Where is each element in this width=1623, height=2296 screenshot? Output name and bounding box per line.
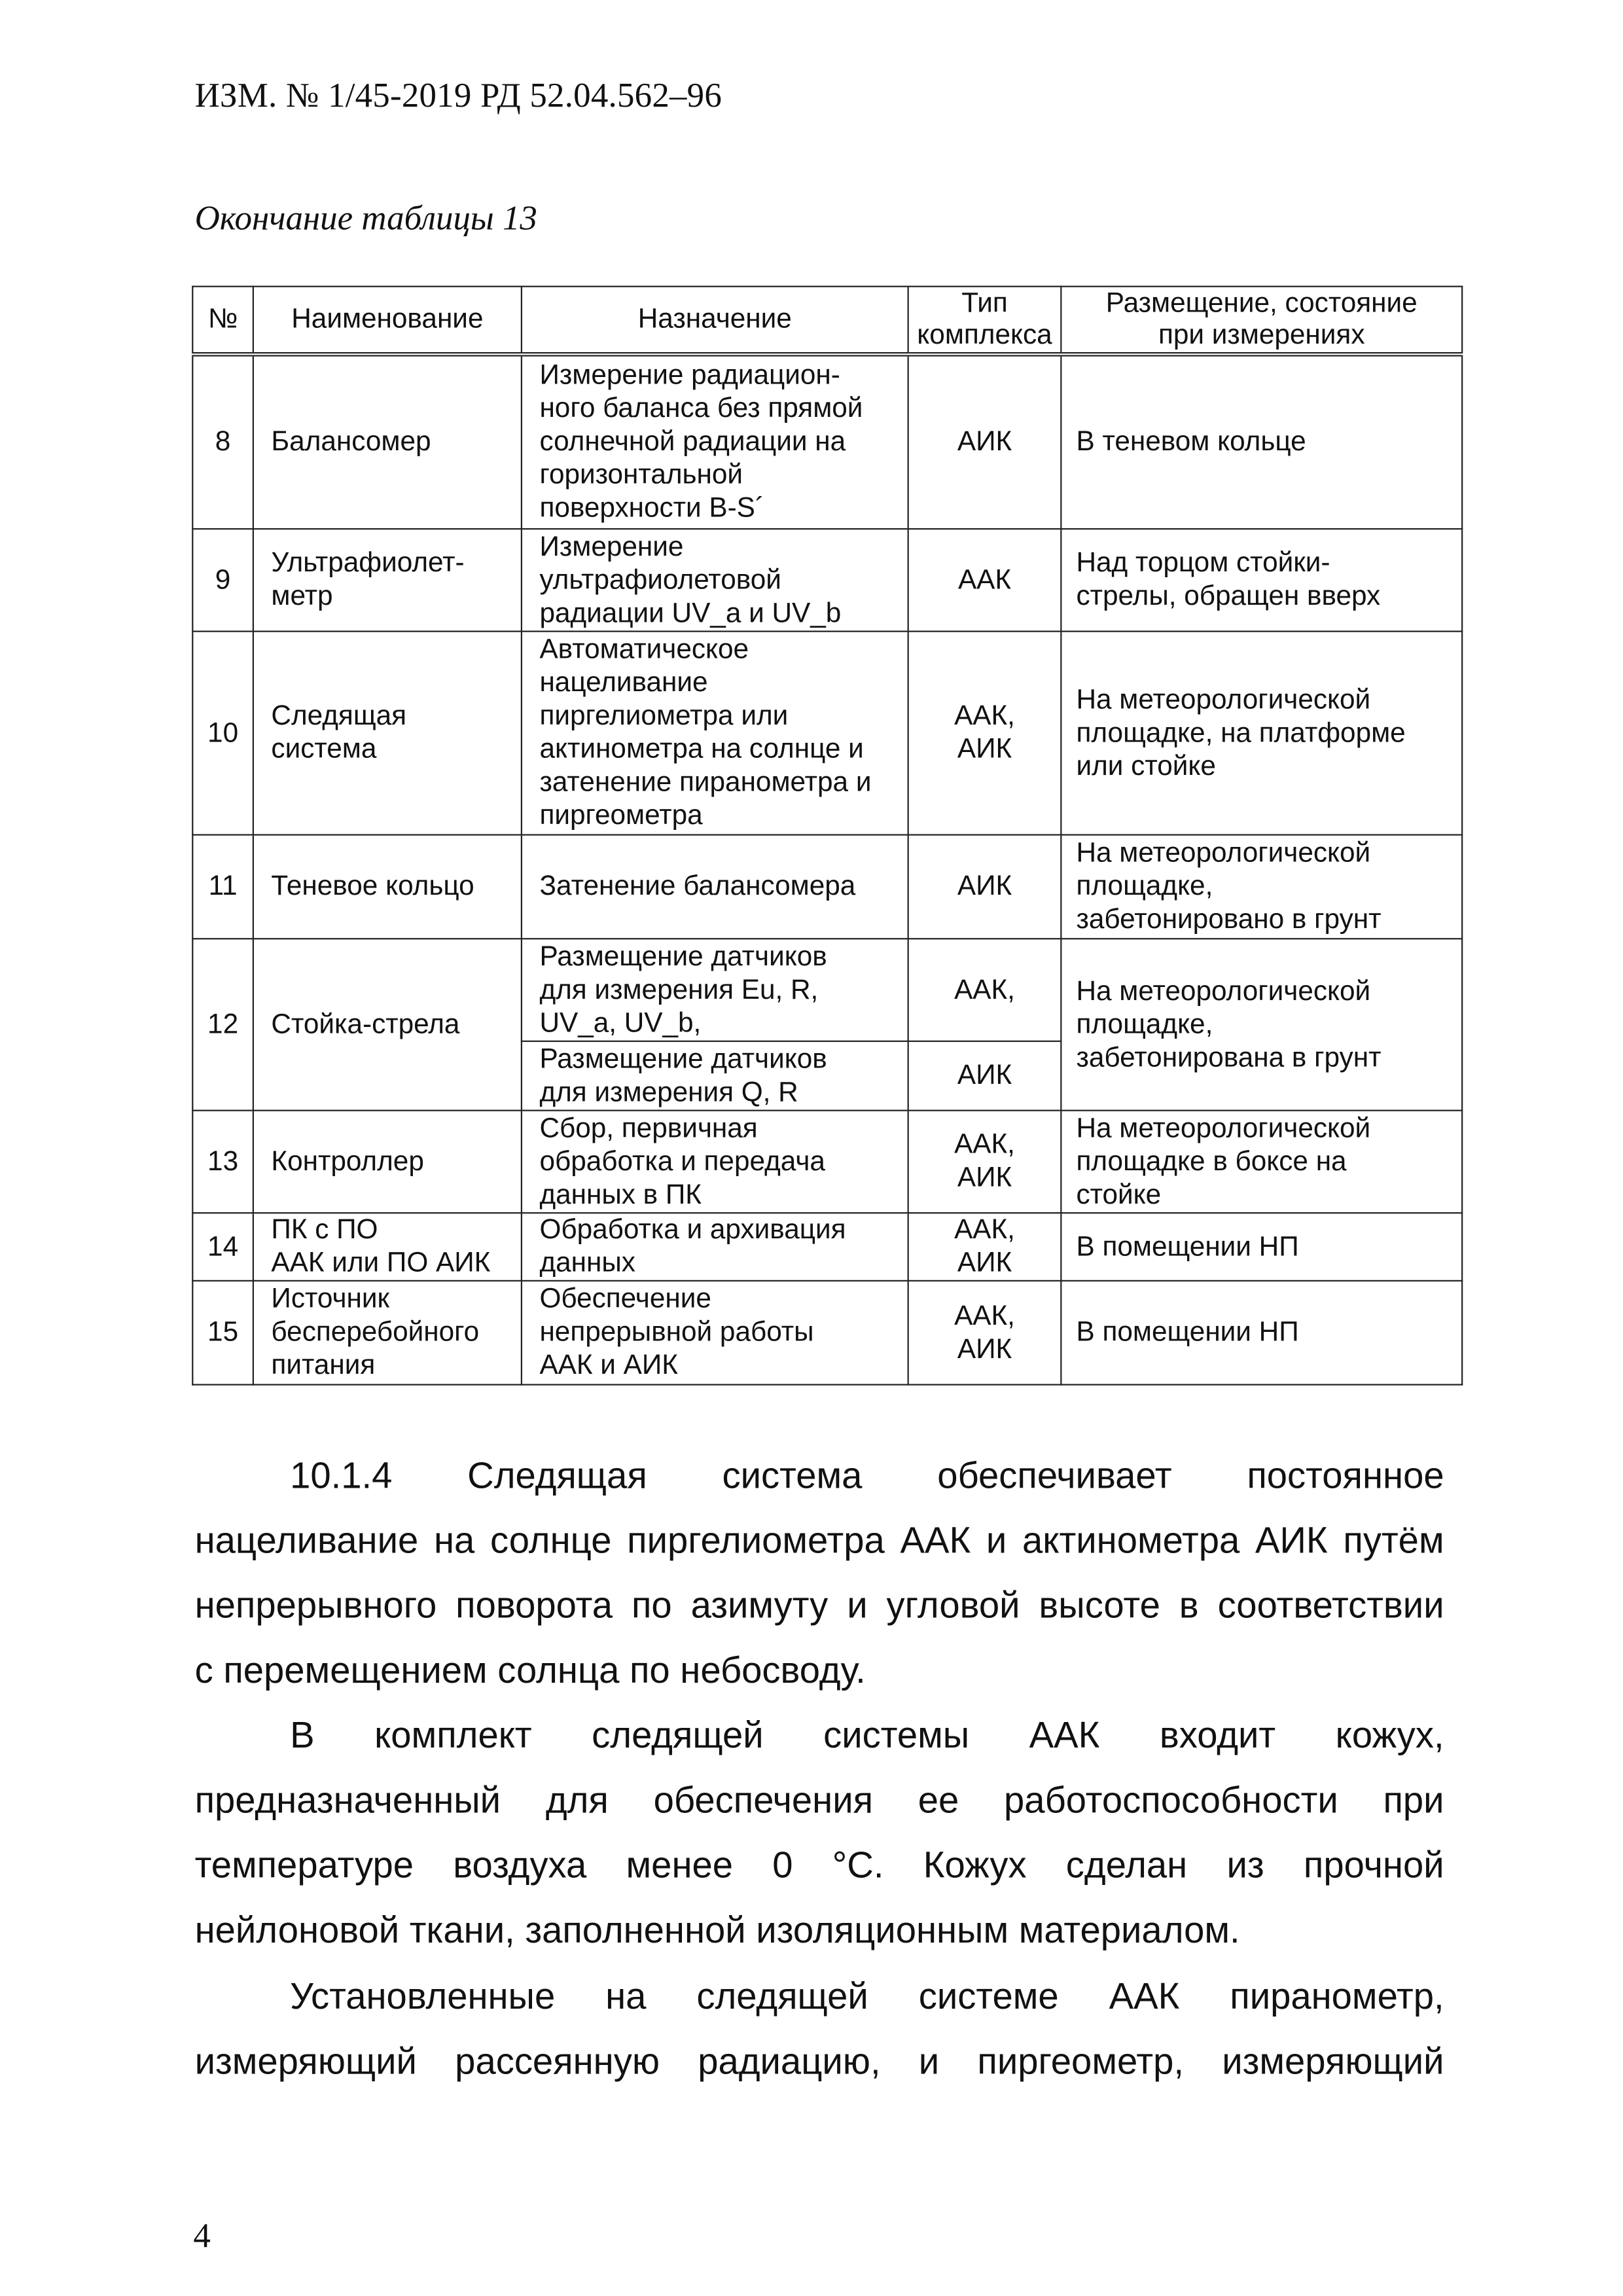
paragraph-casing bbox=[195, 1704, 1444, 1964]
row-placement: В помещении НП bbox=[1061, 1281, 1462, 1385]
row-number: 9 bbox=[192, 529, 253, 632]
row-placement: На метеорологической площадке, забетонирована в грунт bbox=[1061, 939, 1462, 1110]
table-row bbox=[192, 529, 1462, 632]
row-placement: На метеорологической площадке в боксе на стойке bbox=[1061, 1111, 1462, 1213]
column-header-number: № bbox=[192, 287, 253, 355]
column-header-placement: Размещение, состояние при измерениях bbox=[1061, 287, 1462, 355]
row-purpose: Затенение балансомера bbox=[522, 835, 908, 939]
row-type: АИК bbox=[908, 354, 1061, 529]
row-type: ААК, АИК bbox=[908, 1111, 1061, 1213]
table-row bbox=[192, 1281, 1462, 1385]
table-header-row bbox=[192, 287, 1462, 355]
column-header-purpose: Назначение bbox=[522, 287, 908, 355]
table-caption: Окончание таблицы 13 bbox=[194, 200, 537, 238]
row-name: Балансомер bbox=[253, 354, 522, 529]
document-header: ИЗМ. № 1/45-2019 РД 52.04.562–96 bbox=[194, 78, 722, 116]
paragraph-line: температуре воздуха менее 0 °С. Кожух сделан из прочной bbox=[194, 1846, 1444, 1886]
row-number: 10 bbox=[192, 632, 253, 835]
paragraph-line: измеряющий рассеянную радиацию, и пиргеометр, измеряющий bbox=[194, 2041, 1444, 2083]
page-number: 4 bbox=[193, 2217, 211, 2256]
paragraph-line: с перемещением солнца по небосводу. bbox=[194, 1651, 866, 1692]
row-name: Контроллер bbox=[253, 1111, 522, 1213]
paragraph-tracking-system bbox=[195, 1444, 1444, 1704]
row-purpose: Обработка и архивация данных bbox=[522, 1213, 908, 1281]
row-placement: На метеорологической площадке, на платформе или стойке bbox=[1061, 632, 1462, 835]
equipment-table bbox=[192, 286, 1463, 1386]
paragraph-line: Установленные на следящей системе ААК пиранометр, bbox=[290, 1977, 1444, 2018]
row-name: Ультрафиолет- метр bbox=[253, 529, 522, 632]
paragraph-line: В комплект следящей системы ААК входит кожух, bbox=[290, 1715, 1444, 1757]
column-header-type: Тип комплекса bbox=[908, 287, 1061, 355]
row-type: АИК bbox=[908, 1041, 1061, 1111]
row-purpose: Обеспечение непрерывной работы ААК и АИК bbox=[522, 1281, 908, 1385]
paragraph-line: непрерывного поворота по азимуту и угловой высоте в соответствии bbox=[194, 1586, 1444, 1626]
table-row bbox=[192, 354, 1462, 529]
paragraph-line: предназначенный для обеспечения ее работоспособности при bbox=[194, 1780, 1444, 1821]
table-row bbox=[192, 835, 1462, 939]
row-name: Следящая система bbox=[253, 632, 522, 835]
row-type: ААК, АИК bbox=[908, 1213, 1061, 1281]
column-header-name: Наименование bbox=[253, 287, 522, 355]
row-type: ААК bbox=[908, 529, 1061, 632]
row-name: ПК с ПО ААК или ПО АИК bbox=[253, 1213, 522, 1281]
row-type: ААК, АИК bbox=[908, 1281, 1061, 1385]
table-row bbox=[192, 1213, 1462, 1281]
row-number: 15 bbox=[192, 1281, 253, 1385]
table-row bbox=[192, 632, 1462, 835]
table-row bbox=[192, 1111, 1462, 1213]
row-placement: На метеорологической площадке, забетонировано в грунт bbox=[1061, 835, 1462, 939]
row-type: ААК, bbox=[908, 939, 1061, 1041]
row-purpose: Размещение датчиков для измерения Eu, R, UV_a, UV_b, bbox=[522, 939, 908, 1041]
row-placement: В помещении НП bbox=[1061, 1213, 1462, 1281]
paragraph-line: нацеливание на солнце пиргелиометра ААК и актинометра АИК путём bbox=[194, 1520, 1444, 1562]
paragraph-line: 10.1.4 Следящая система обеспечивает постоянное bbox=[290, 1456, 1444, 1497]
row-name: Стойка-стрела bbox=[253, 939, 522, 1110]
row-name: Теневое кольцо bbox=[253, 835, 522, 939]
row-purpose: Измерение радиацион- ного баланса без прямой солнечной радиации на горизонтальной поверхности B-S´ bbox=[522, 354, 908, 529]
row-number: 13 bbox=[192, 1111, 253, 1213]
row-name: Источник бесперебойного питания bbox=[253, 1281, 522, 1385]
row-purpose: Сбор, первичная обработка и передача данных в ПК bbox=[522, 1111, 908, 1213]
row-type: ААК, АИК bbox=[908, 632, 1061, 835]
row-placement: Над торцом стойки- стрелы, обращен вверх bbox=[1061, 529, 1462, 632]
row-purpose: Размещение датчиков для измерения Q, R bbox=[522, 1041, 908, 1111]
row-number: 12 bbox=[192, 939, 253, 1110]
row-purpose: Автоматическое нацеливание пиргелиометра или актинометра на солнце и затенение пиранометра и пиргеометра bbox=[522, 632, 908, 835]
row-type: АИК bbox=[908, 835, 1061, 939]
row-number: 14 bbox=[192, 1213, 253, 1281]
table-row bbox=[192, 939, 1462, 1041]
paragraph-sensors bbox=[195, 1965, 1444, 2095]
row-number: 11 bbox=[192, 835, 253, 939]
row-number: 8 bbox=[192, 354, 253, 529]
paragraph-line: нейлоновой ткани, заполненной изоляционным материалом. bbox=[194, 1910, 1240, 1952]
row-placement: В теневом кольце bbox=[1061, 354, 1462, 529]
row-purpose: Измерение ультрафиолетовой радиации UV_a и UV_b bbox=[522, 529, 908, 632]
